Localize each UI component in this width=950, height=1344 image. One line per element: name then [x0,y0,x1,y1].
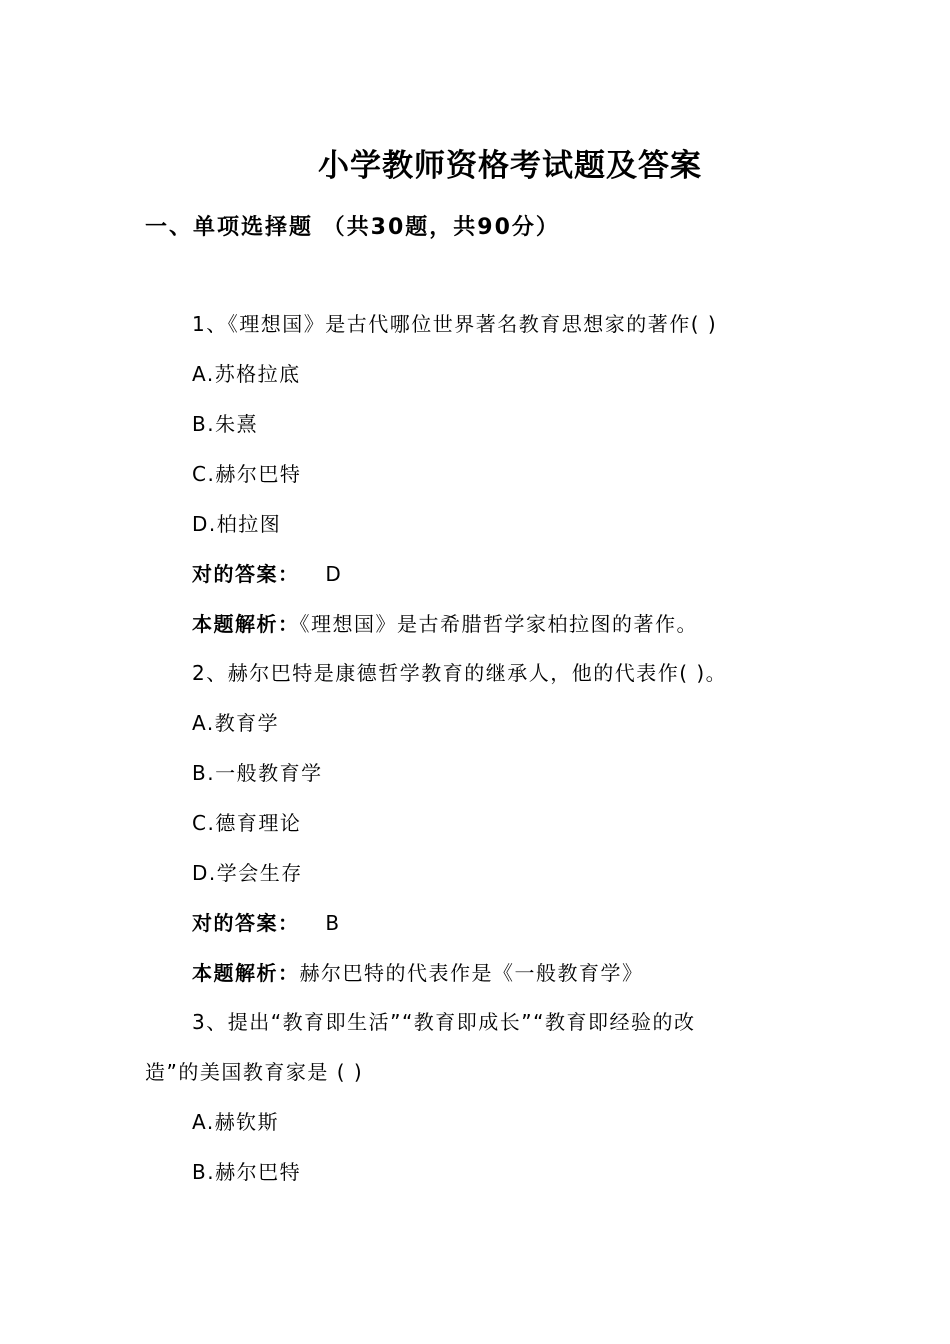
question-1-answer [192,558,342,587]
section-heading: 一、单项选择题 （共30题，共90分） [145,215,560,240]
question-2-answer [192,907,341,936]
question-1-option-b: B.朱熹 [192,412,259,436]
question-1-analysis [192,608,698,637]
question-2-stem: 2、赫尔巴特是康德哲学教育的继承人，他的代表作( )。 [192,661,728,685]
question-3-stem-line-2: 造”的美国教育家是 ( ) [145,1060,364,1084]
question-1-option-d: D.柏拉图 [192,512,282,536]
answer-label: 对的答案： [192,911,300,935]
question-1-option-a: A.苏格拉底 [192,362,301,386]
question-3-option-b: B.赫尔巴特 [192,1160,302,1184]
answer-value: D [325,562,343,586]
question-2-analysis [192,957,644,986]
analysis-label: 本题解析： [192,961,300,985]
question-3-stem-line-1: 3、提出“教育即生活”“教育即成长”“教育即经验的改 [192,1010,696,1034]
answer-label: 对的答案： [192,562,300,586]
question-2-option-d: D.学会生存 [192,861,303,885]
document-title: 小学教师资格考试题及答案 [318,148,702,184]
analysis-text: 《理想国》是古希腊哲学家柏拉图的著作。 [299,612,698,636]
answer-value: B [325,911,341,935]
question-1-stem: 1、《理想国》是古代哪位世界著名教育思想家的著作( ) [192,312,718,336]
question-2-option-c: C.德育理论 [192,811,302,835]
analysis-text: 赫尔巴特的代表作是《一般教育学》 [299,961,644,985]
question-3-option-a: A.赫钦斯 [192,1110,280,1134]
question-2-option-a: A.教育学 [192,711,280,735]
question-1-option-c: C.赫尔巴特 [192,462,302,486]
question-2-option-b: B.一般教育学 [192,761,323,785]
analysis-label: 本题解析： [192,612,300,636]
